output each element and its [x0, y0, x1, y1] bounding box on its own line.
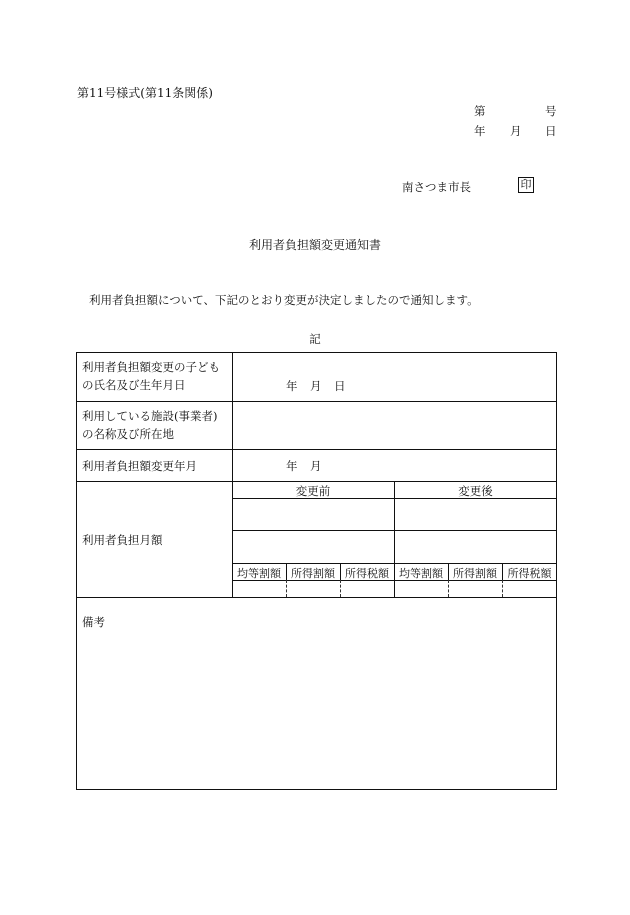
intro-text: 利用者負担額について、下記のとおり変更が決定しましたので通知します。 [89, 293, 479, 307]
row-divider [76, 597, 557, 598]
date-month-label: 月 [510, 124, 522, 138]
after-change-header: 変更後 [458, 484, 493, 498]
date-year-label: 年 [474, 124, 486, 138]
change-year-label: 年 [286, 459, 298, 473]
document-title: 利用者負担額変更通知書 [248, 238, 381, 252]
sub-header-tax-before: 所得税額 [345, 567, 389, 580]
change-month-label: 利用者負担額変更年月 [82, 459, 197, 473]
sub-header-equal-after: 均等割額 [399, 567, 443, 580]
value-dashed-divider [286, 580, 287, 597]
sub-header-income-after: 所得割額 [453, 567, 497, 580]
form-number: 第11号様式(第11条関係) [77, 86, 213, 100]
child-name-birth-label-line2: の氏名及び生年月日 [82, 378, 186, 392]
value-dashed-divider [448, 580, 449, 597]
birth-year-label: 年 [286, 379, 298, 393]
child-name-birth-label-line1: 利用者負担額変更の子ども [82, 360, 220, 374]
change-month-unit: 月 [310, 459, 322, 473]
row-divider [76, 481, 557, 482]
remarks-label: 備考 [82, 615, 105, 629]
value-dashed-divider [340, 580, 341, 597]
sub-header-income-before: 所得割額 [291, 567, 335, 580]
facility-label-line2: の名称及び所在地 [82, 427, 174, 441]
ki-heading: 記 [309, 332, 321, 346]
facility-label-line1: 利用している施設(事業者) [82, 409, 218, 423]
sub-header-tax-after: 所得税額 [507, 567, 552, 580]
facility-label [82, 407, 217, 443]
value-dashed-divider [502, 580, 503, 597]
birth-day-label: 日 [334, 379, 346, 393]
child-name-birth-label [82, 358, 220, 394]
before-change-header: 変更前 [295, 484, 331, 498]
monthly-charge-label: 利用者負担月額 [82, 533, 163, 547]
date-day-label: 日 [545, 124, 557, 138]
sub-header-equal-before: 均等割額 [237, 567, 281, 580]
seal-stamp: 印 [518, 177, 534, 193]
issuer-name: 南さつま市長 [402, 180, 471, 194]
row-divider [76, 449, 557, 450]
document-number-prefix: 第 [474, 104, 486, 118]
document-number-suffix: 号 [545, 104, 557, 118]
row-divider [76, 401, 557, 402]
label-column-divider [232, 352, 233, 597]
birth-month-label: 月 [310, 379, 322, 393]
